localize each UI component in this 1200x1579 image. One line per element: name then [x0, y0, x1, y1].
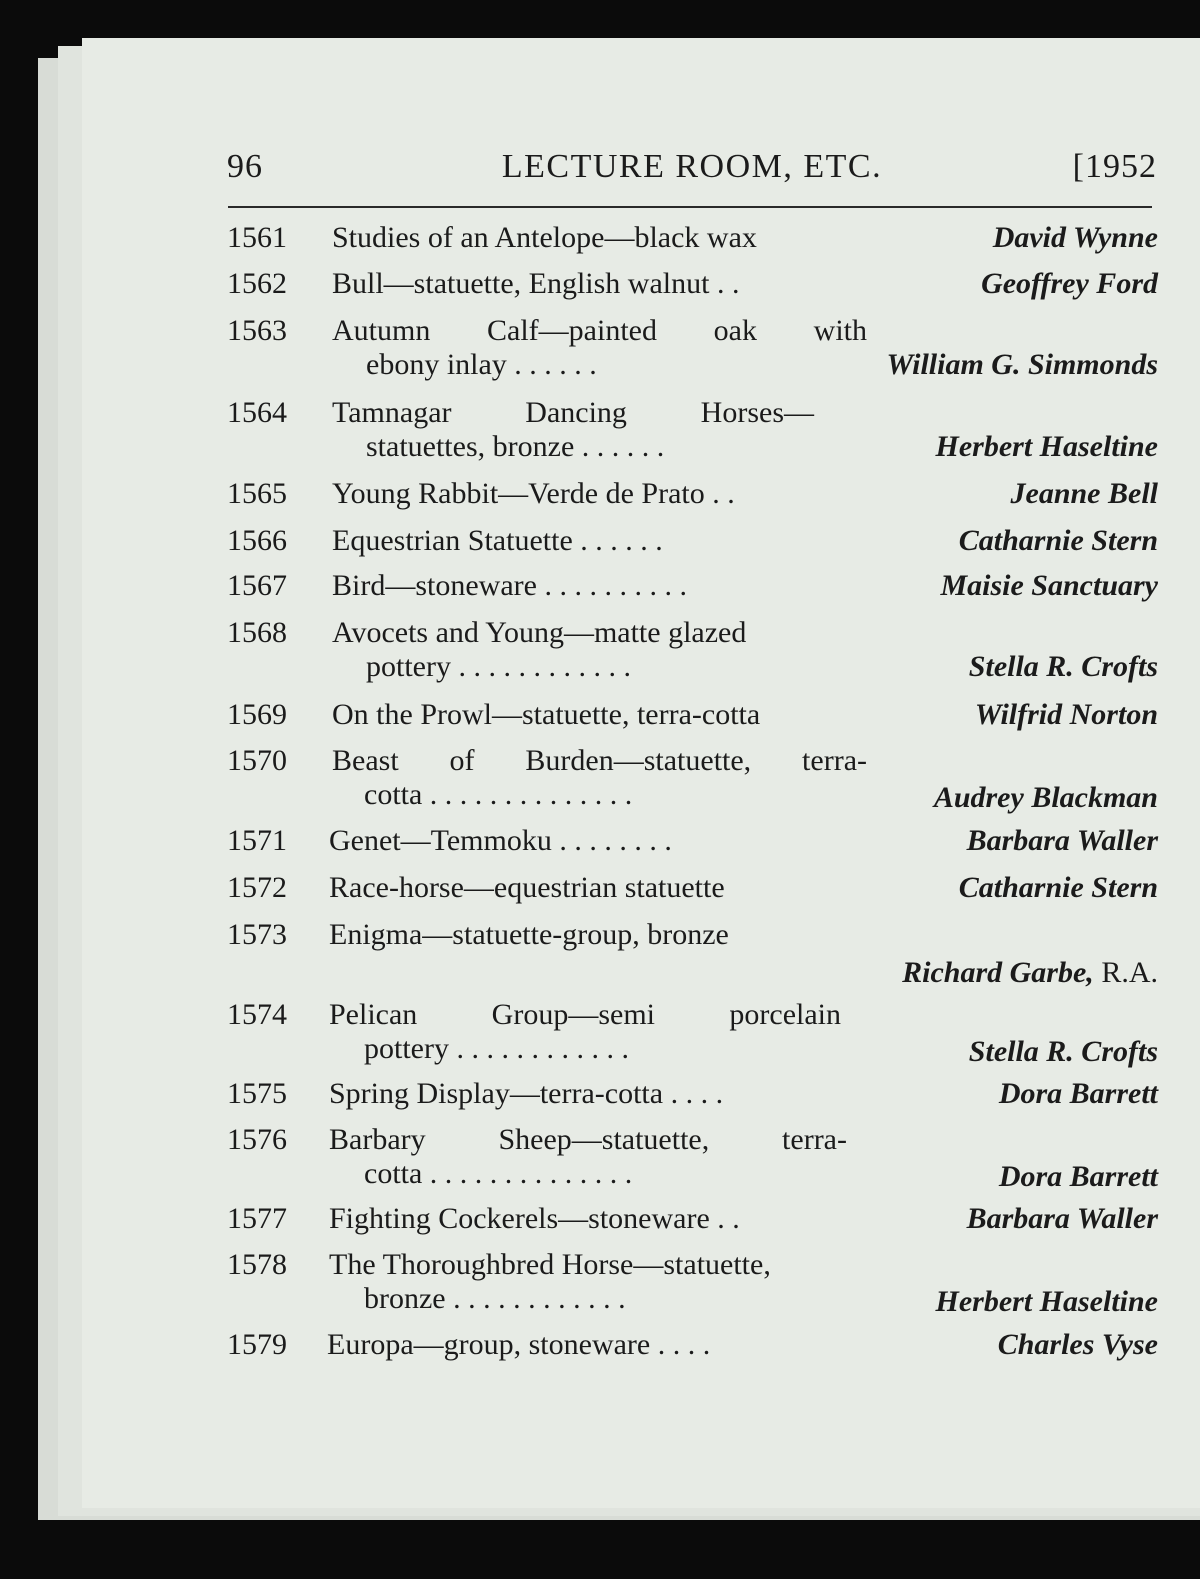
- entry-title: Europa—group, stoneware . . . .: [327, 1328, 711, 1361]
- entry-title: Enigma—statuette-group, bronze: [329, 918, 729, 951]
- entry-artist-suffix: R.A.: [1093, 956, 1158, 989]
- entry-title: Beast of Burden—statuette, terra-: [332, 744, 867, 777]
- entry-title: Fighting Cockerels—stoneware . .: [329, 1202, 740, 1235]
- entry-title: Bull—statuette, English walnut . .: [332, 267, 740, 300]
- entry-artist: Dora Barrett: [998, 1160, 1158, 1193]
- entry-number: 1566: [227, 524, 287, 557]
- entry-artist: Catharnie Stern: [958, 524, 1158, 557]
- entry-artist: Stella R. Crofts: [968, 1035, 1158, 1068]
- entry-title: Young Rabbit—Verde de Prato . .: [332, 477, 735, 510]
- entry-artist: David Wynne: [992, 221, 1158, 254]
- entry-title: Equestrian Statuette . . . . . .: [332, 524, 663, 557]
- entry-title-continuation: ebony inlay . . . . . .: [366, 348, 597, 381]
- entry-number: 1561: [227, 221, 287, 254]
- page-number: 96: [227, 148, 263, 185]
- entry-artist: Charles Vyse: [997, 1328, 1158, 1361]
- entry-number: 1562: [227, 267, 287, 300]
- entry-artist: Herbert Haseltine: [935, 1285, 1158, 1318]
- entry-number: 1564: [227, 396, 287, 429]
- entry-number: 1573: [227, 918, 287, 951]
- catalogue-list: [82, 38, 1200, 1508]
- entry-title-continuation: pottery . . . . . . . . . . . .: [364, 1032, 629, 1065]
- entry-title-continuation: bronze . . . . . . . . . . . .: [364, 1282, 626, 1315]
- entry-title: Tamnagar Dancing Horses—: [332, 396, 814, 429]
- book-page: [82, 38, 1200, 1508]
- entry-number: 1574: [227, 998, 287, 1031]
- entry-number: 1575: [227, 1077, 287, 1110]
- entry-number: 1569: [227, 698, 287, 731]
- entry-title: Spring Display—terra-cotta . . . .: [329, 1077, 724, 1110]
- entry-title-continuation: statuettes, bronze . . . . . .: [366, 430, 665, 463]
- entry-number: 1570: [227, 744, 287, 777]
- entry-artist: Geoffrey Ford: [981, 267, 1158, 300]
- entry-number: 1568: [227, 616, 287, 649]
- entry-artist: Jeanne Bell: [1010, 477, 1158, 510]
- entry-title-continuation: cotta . . . . . . . . . . . . . .: [364, 778, 633, 811]
- entry-number: 1567: [227, 569, 287, 602]
- entry-artist: Barbara Waller: [966, 1202, 1158, 1235]
- entry-title: Avocets and Young—matte glazed: [332, 616, 747, 649]
- entry-title: Bird—stoneware . . . . . . . . . .: [332, 569, 687, 602]
- entry-artist: William G. Simmonds: [886, 348, 1158, 381]
- entry-artist: Maisie Sanctuary: [940, 569, 1158, 602]
- entry-artist: Barbara Waller: [966, 824, 1158, 857]
- entry-artist: Stella R. Crofts: [968, 650, 1158, 683]
- entry-artist: Herbert Haseltine: [935, 430, 1158, 463]
- entry-title: Race-horse—equestrian statuette: [329, 871, 725, 904]
- entry-title: Genet—Temmoku . . . . . . . .: [329, 824, 672, 857]
- entry-artist-name: Richard Garbe,: [902, 956, 1094, 989]
- entry-number: 1576: [227, 1123, 287, 1156]
- entry-number: 1577: [227, 1202, 287, 1235]
- entry-title: On the Prowl—statuette, terra-cotta: [332, 698, 761, 731]
- header-year: [1952: [1072, 148, 1157, 185]
- entry-number: 1579: [227, 1328, 287, 1361]
- entry-title-continuation: cotta . . . . . . . . . . . . . .: [364, 1157, 633, 1190]
- entry-number: 1563: [227, 314, 287, 347]
- entry-artist: Audrey Blackman: [933, 781, 1158, 814]
- entry-title-continuation: pottery . . . . . . . . . . . .: [366, 650, 631, 683]
- entry-title: The Thoroughbred Horse—statuette,: [329, 1248, 771, 1281]
- entry-title: Pelican Group—semi porcelain: [329, 998, 841, 1031]
- entry-number: 1572: [227, 871, 287, 904]
- entry-title: Studies of an Antelope—black wax: [332, 221, 757, 254]
- entry-artist: [902, 956, 1158, 990]
- entry-title: Barbary Sheep—statuette, terra-: [329, 1123, 847, 1156]
- entry-number: 1571: [227, 824, 287, 857]
- entry-artist: Catharnie Stern: [958, 871, 1158, 904]
- running-title: LECTURE ROOM, ETC.: [501, 148, 883, 185]
- entry-artist: Wilfrid Norton: [974, 698, 1158, 731]
- entry-number: 1578: [227, 1248, 287, 1281]
- entry-title: Autumn Calf—painted oak with: [332, 314, 867, 347]
- entry-number: 1565: [227, 477, 287, 510]
- entry-artist: Dora Barrett: [998, 1077, 1158, 1110]
